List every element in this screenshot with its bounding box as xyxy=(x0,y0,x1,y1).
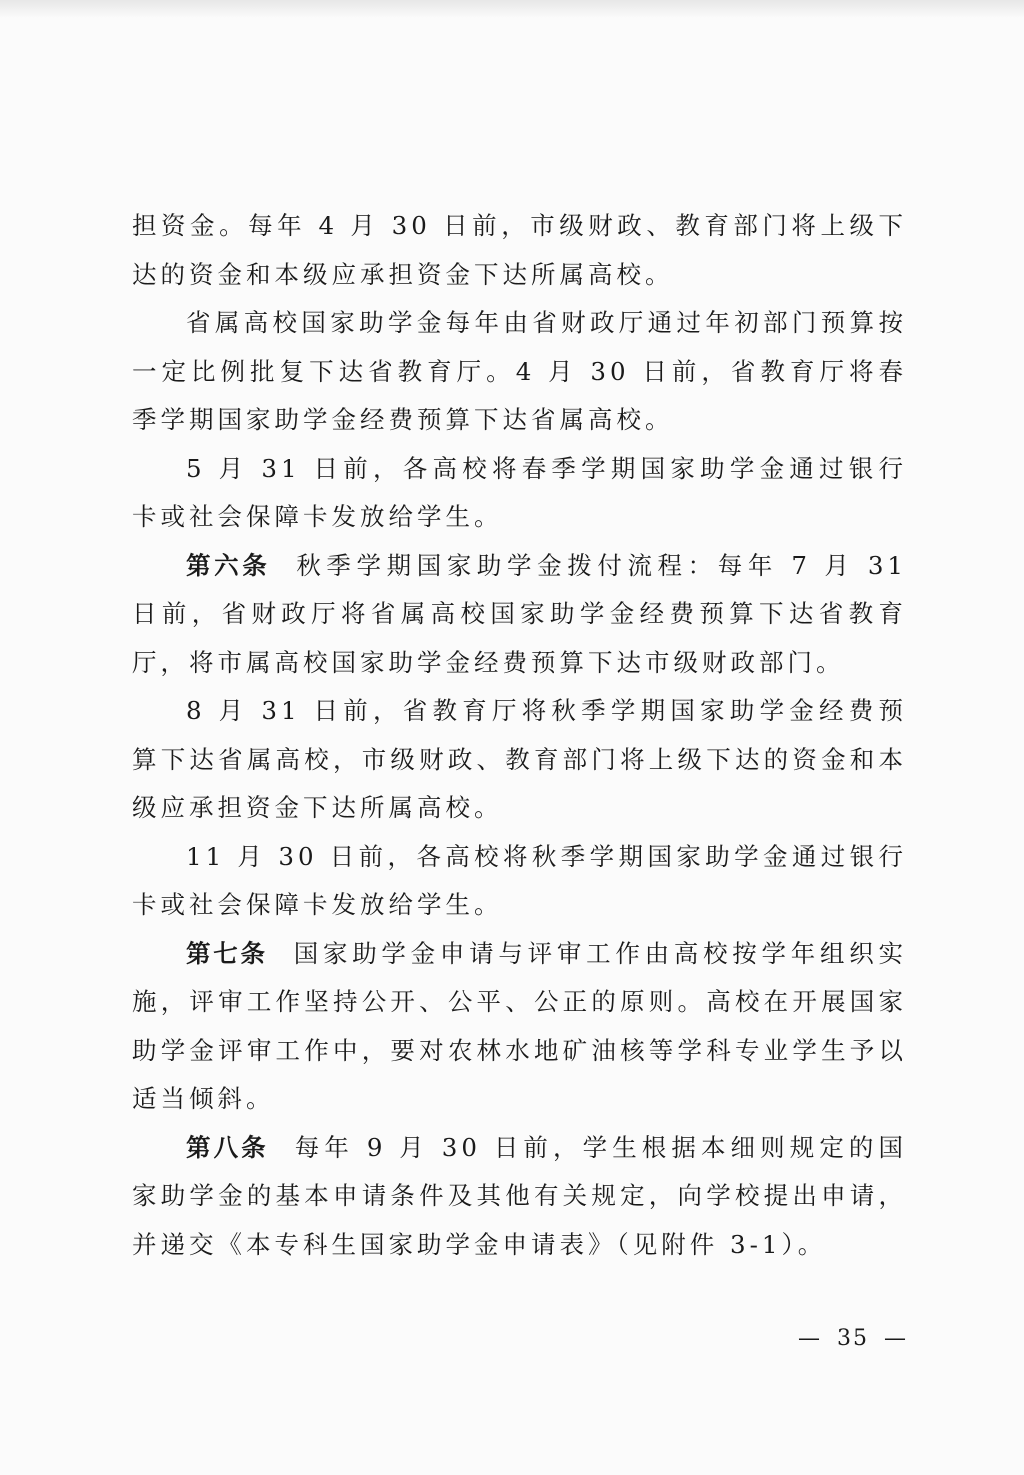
document-body xyxy=(132,202,907,1269)
page-number-footer xyxy=(792,1326,914,1351)
article-7 xyxy=(132,930,907,1124)
footer-dash-left: — xyxy=(798,1326,822,1351)
paragraph-text: 8 月 31 日前，省教育厅将秋季学期国家助学金经费预算下达省属高校，市级财政、教育部门将上级下达的资金和本级应承担资金下达所属高校。 xyxy=(132,696,907,822)
paragraph-3 xyxy=(132,445,907,542)
paragraph-2 xyxy=(132,299,907,445)
paragraph-5 xyxy=(132,687,907,833)
page-number: 35 xyxy=(837,1326,869,1351)
article-title: 第七条 xyxy=(186,938,268,968)
scan-edge-shadow xyxy=(0,0,1024,18)
article-title: 第六条 xyxy=(186,550,271,580)
paragraph-text: 省属高校国家助学金每年由省财政厅通过年初部门预算按一定比例批复下达省教育厅。4 月 30 日前，省教育厅将春季学期国家助学金经费预算下达省属高校。 xyxy=(132,308,907,434)
paragraph-6 xyxy=(132,833,907,930)
article-6 xyxy=(132,542,907,688)
paragraph-text: 担资金。每年 4 月 30 日前，市级财政、教育部门将上级下达的资金和本级应承担资金下达所属高校。 xyxy=(132,211,907,289)
paragraph-1 xyxy=(132,202,907,299)
paragraph-text: 每年 9 月 30 日前，学生根据本细则规定的国家助学金的基本申请条件及其他有关规定，向学校提出申请，并递交《本专科生国家助学金申请表》（见附件 3-1）。 xyxy=(132,1132,908,1259)
paragraph-text: 秋季学期国家助学金拨付流程：每年 7 月 31 日前，省财政厅将省属高校国家助学金经费预算下达省教育厅，将市属高校国家助学金经费预算下达市级财政部门。 xyxy=(132,550,908,677)
paragraph-text: 5 月 31 日前，各高校将春季学期国家助学金通过银行卡或社会保障卡发放给学生。 xyxy=(132,453,907,531)
article-8 xyxy=(132,1124,907,1270)
paragraph-text: 国家助学金申请与评审工作由高校按学年组织实施，评审工作坚持公开、公平、公正的原则。高校在开展国家助学金评审工作中，要对农林水地矿油核等学科专业学生予以适当倾斜。 xyxy=(132,938,907,1113)
paragraph-text: 11 月 30 日前，各高校将秋季学期国家助学金通过银行卡或社会保障卡发放给学生。 xyxy=(132,841,907,919)
footer-dash-right: — xyxy=(884,1326,908,1351)
article-title: 第八条 xyxy=(186,1132,269,1162)
